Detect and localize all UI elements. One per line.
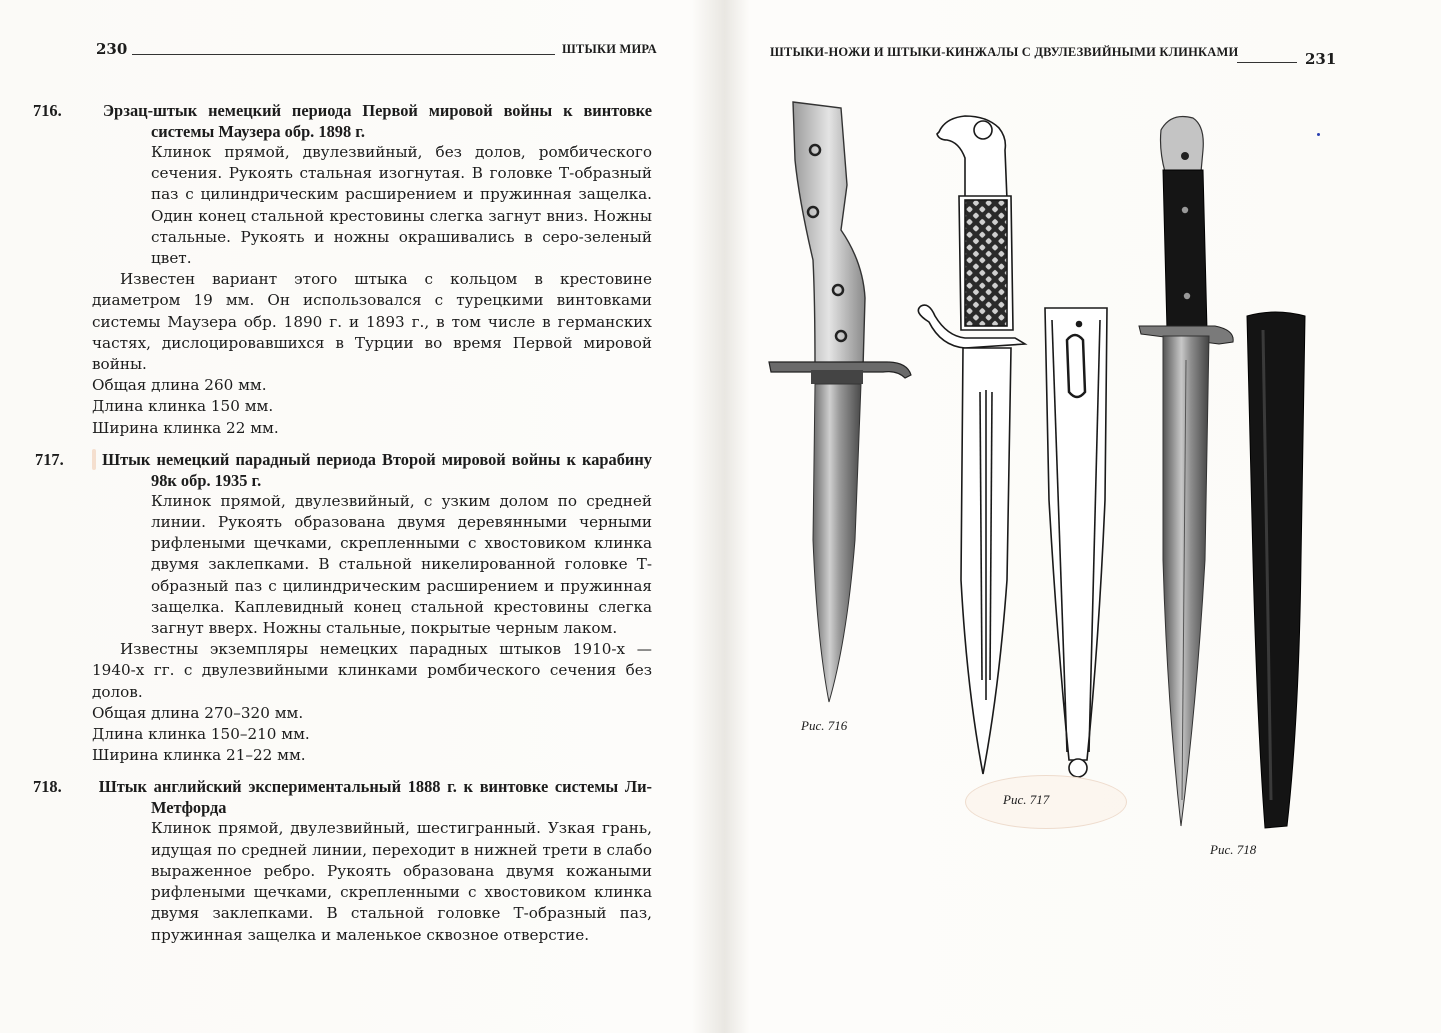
entry-heading: 716. Эрзац-штык немецкий периода Первой мировой войны к винтовке системы Маузера обр. 1898 г. bbox=[33, 101, 652, 141]
entry-number: 717. bbox=[92, 449, 96, 470]
figure-716-ersatz-bayonet bbox=[769, 102, 911, 702]
figure-717-caption: Рис. 717 bbox=[1003, 792, 1050, 807]
entry-title: Эрзац-штык немецкий периода Первой мировой войны к винтовке системы Маузера обр. 1898 г. bbox=[102, 101, 652, 141]
entry-718 bbox=[33, 776, 652, 945]
chequered-grip bbox=[965, 200, 1007, 326]
spec-blade-width: Ширина клинка 21–22 мм. bbox=[92, 746, 306, 765]
right-page bbox=[715, 0, 1441, 1033]
figure-716-caption: Рис. 716 bbox=[801, 718, 848, 733]
entry-heading bbox=[35, 449, 652, 491]
right-page-number: 231 bbox=[1305, 50, 1337, 68]
left-running-head: ШТЫКИ МИРА bbox=[562, 42, 657, 56]
figure-718-experimental-bayonet bbox=[1139, 117, 1305, 829]
spec-blade-length: Длина клинка 150–210 мм. bbox=[92, 725, 310, 744]
left-page-number: 230 bbox=[96, 40, 128, 58]
figure-717-parade-bayonet bbox=[918, 116, 1107, 777]
entry-717 bbox=[35, 449, 652, 767]
scabbard-frog-clip bbox=[1067, 335, 1085, 397]
running-head-rule bbox=[132, 54, 555, 55]
left-page bbox=[0, 0, 715, 1033]
ersatz-bayonet-handle bbox=[793, 102, 865, 368]
entry-716 bbox=[33, 100, 652, 439]
spec-blade-width: Ширина клинка 22 мм. bbox=[92, 418, 279, 437]
right-running-head: ШТЫКИ-НОЖИ И ШТЫКИ-КИНЖАЛЫ С ДВУЛЕЗВИЙНЫМИ КЛИНКАМИ bbox=[770, 45, 1239, 59]
entry-title: Штык немецкий парадный периода Второй мировой войны к карабину 98к обр. 1935 г. bbox=[102, 449, 652, 490]
entry-title: Штык английский экспериментальный 1888 г. к винтовке системы Ли-Метфорда bbox=[98, 777, 652, 818]
black-scabbard bbox=[1247, 312, 1305, 828]
spec-total-length: Общая длина 270–320 мм. bbox=[92, 703, 304, 722]
figure-718-caption: Рис. 718 bbox=[1210, 842, 1257, 857]
grip-rivet bbox=[1182, 207, 1188, 213]
crossguard-collar bbox=[811, 370, 863, 384]
eagle-head-pommel bbox=[937, 116, 1007, 200]
entry-heading: 718. Штык английский экспериментальный 1888 г. к винтовке системы Ли-Метфорда bbox=[33, 777, 652, 818]
scabbard-top-rivet bbox=[1077, 322, 1082, 327]
entry-note: Известен вариант этого штыка с кольцом в крестовине диаметром 19 мм. Он использовался с турецкими винтовками системы Маузера обр. 1890 г. и 1893 г., в том числе в германских частях, дислоцировавшихся в Турции во время Первой мировой войны. bbox=[92, 270, 652, 374]
leather-grip bbox=[1163, 170, 1207, 330]
scabbard-end-ring bbox=[1069, 759, 1087, 777]
entry-note: Известны экземпляры немецких парадных штыков 1910-х — 1940-х гг. с двулезвийными клинками ромбического сечения без долов. bbox=[92, 640, 652, 701]
spec-total-length: Общая длина 260 мм. bbox=[92, 376, 267, 395]
figures-plate bbox=[715, 0, 1441, 1033]
pommel-head bbox=[1161, 117, 1204, 173]
entry-description: Клинок прямой, двулезвийный, без долов, ромбического сечения. Рукоять стальная изогнутая. В головке Т-образный паз с цилиндрическим расширением и пружинная защелка. Один конец стальной крестовины слегка загнут вниз. Ножны стальные. Рукоять и ножны окрашивались в серо-зеленый цвет. bbox=[151, 143, 652, 268]
grip-rivet bbox=[1184, 293, 1190, 299]
entry-description: Клинок прямой, двулезвийный, с узким долом по средней линии. Рукоять образована двумя деревянными черными рифлеными щечками, скрепленными с хвостовиком клинка двумя заклепками. В стальной никелированной головке Т-образный паз с цилиндрическим расширением и пружинная защелка. Каплевидный конец стальной крестовины слегка загнут вверх. Ножны стальные, покрытые черным лаком. bbox=[151, 491, 652, 638]
ersatz-blade bbox=[813, 384, 861, 702]
entry-description: Клинок прямой, двулезвийный, шестигранный. Узкая грань, идущая по средней линии, переходит в нижней трети в слабо выраженное ребро. Рукоять образована двумя кожаными рифлеными щечками, скрепленными с хвостовиком клинка двумя заклепками. В стальной головке Т-образный паз, пружинная защелка и маленькое сквозное отверстие. bbox=[151, 819, 652, 944]
pommel-hole bbox=[1181, 152, 1189, 160]
spec-blade-length: Длина клинка 150 мм. bbox=[92, 397, 274, 416]
left-page-text bbox=[33, 100, 652, 956]
